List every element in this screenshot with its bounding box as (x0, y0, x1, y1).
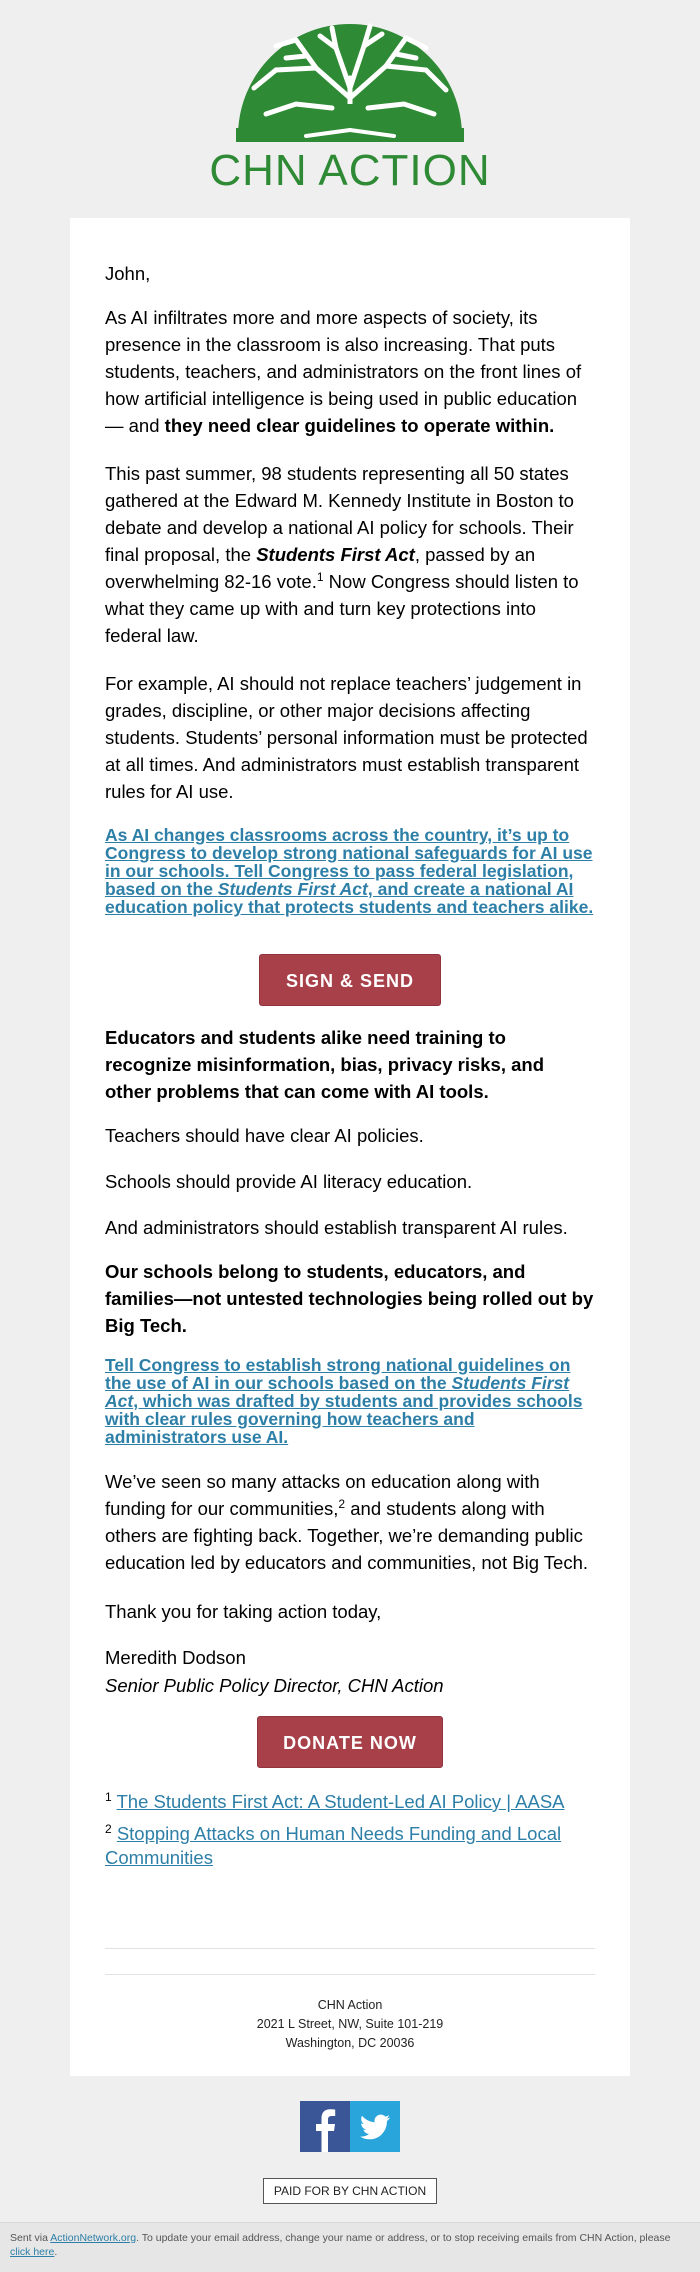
email-body-card (70, 218, 630, 2076)
summer-paragraph: This past summer, 98 students representing all 50 states gathered at the Edward M. Kennedy Institute in Boston to debate and develop a national AI policy for schools. Their final proposal, the Students First Act, passed by an overwhelming 82-16 vote.$^1$ Now Congress should listen to what they came up with and turn key protections into federal law. (105, 463, 579, 646)
schools-paragraph: Schools should provide AI literacy education. (105, 1171, 473, 1192)
footnote-ref-1: 1 (316, 569, 324, 584)
paid-for-disclaimer: PAID FOR BY CHN ACTION (263, 2178, 437, 2204)
footnote-1-link[interactable]: The Students First Act: A Student-Led AI Policy | AASA (116, 1791, 565, 1812)
footnote-2-link[interactable]: Stopping Attacks on Human Needs Funding and Local Communities (105, 1823, 562, 1868)
schools-belong-paragraph: Our schools belong to students, educators, and families—not untested technologies being rolled out by Big Tech. (105, 1261, 594, 1336)
signer-title: Senior Public Policy Director, CHN Action (105, 1675, 444, 1696)
twitter-icon[interactable] (350, 2101, 400, 2152)
facebook-icon[interactable] (300, 2101, 350, 2152)
intro-paragraph: As AI infiltrates more and more aspects of society, its presence in the classroom is also increasing. That puts students, teachers, and administrators on the front lines of how artificial intelligence is being used in public education — and they need clear guidelines to operate within. (105, 307, 582, 436)
signer-name: Meredith Dodson (105, 1647, 246, 1668)
footnote-2: $^2$ Stopping Attacks on Human Needs Funding and Local Communities (105, 1821, 562, 1868)
footnote-ref-2: 2 (338, 1496, 346, 1511)
footnote-1: $^1$ The Students First Act: A Student-Led AI Policy | AASA (105, 1789, 565, 1812)
tree-logo-icon (236, 18, 464, 142)
intro-bold-text: they need clear guidelines to operate within. (164, 415, 555, 436)
training-paragraph: Educators and students alike need training to recognize misinformation, bias, privacy risks, and other problems that can come with AI tools. (105, 1027, 545, 1102)
administrators-paragraph: And administrators should establish transparent AI rules. (105, 1217, 568, 1238)
action-link-2[interactable]: Tell Congress to establish strong national guidelines on the use of AI in our schools based on the Students First Act, which was drafted by students and provides schools with clear rules governing how teachers and administrators use AI. (105, 1355, 583, 1447)
action-link-1[interactable]: As AI changes classrooms across the country, it’s up to Congress to develop strong national safeguards for AI use in our schools. Tell Congress to pass federal legislation, based on the Students First Act, and create a national AI education policy that protects students and teachers alike. (105, 825, 594, 917)
address-org: CHN Action (317, 1998, 383, 2012)
teachers-paragraph: Teachers should have clear AI policies. (105, 1125, 424, 1146)
greeting: John, (105, 263, 151, 284)
actionnetwork-link[interactable]: ActionNetwork.org (50, 2232, 137, 2244)
donate-now-button[interactable]: DONATE NOW (257, 1716, 443, 1768)
sign-and-send-button[interactable]: SIGN & SEND (259, 954, 441, 1006)
social-links (300, 2101, 400, 2152)
unsubscribe-link[interactable]: click here (10, 2246, 55, 2258)
act-name: Students First Act (256, 544, 415, 565)
email-footer: Sent via ActionNetwork.org. To update your email address, change your name or address, or to stop receiving emails from CHN Action, please click here. (0, 2222, 700, 2272)
thank-you-line: Thank you for taking action today, (105, 1601, 382, 1622)
brand-name: CHN ACTION (209, 146, 491, 195)
divider (105, 1948, 595, 1949)
address-street: 2021 L Street, NW, Suite 101-219 (256, 2017, 444, 2031)
example-paragraph: For example, AI should not replace teachers’ judgement in grades, discipline, or other major decisions affecting students. Students’ personal information must be protected at all times. And administrators must establish transparent rules for AI use. (105, 673, 588, 802)
address-city: Washington, DC 20036 (285, 2036, 415, 2050)
attacks-paragraph: We’ve seen so many attacks on education along with funding for our communities,$^2$ and students along with others are fighting back. Together, we’re demanding public education led by educators and communities, not Big Tech. (105, 1471, 589, 1573)
divider (105, 1974, 595, 1975)
email-header (0, 0, 700, 218)
